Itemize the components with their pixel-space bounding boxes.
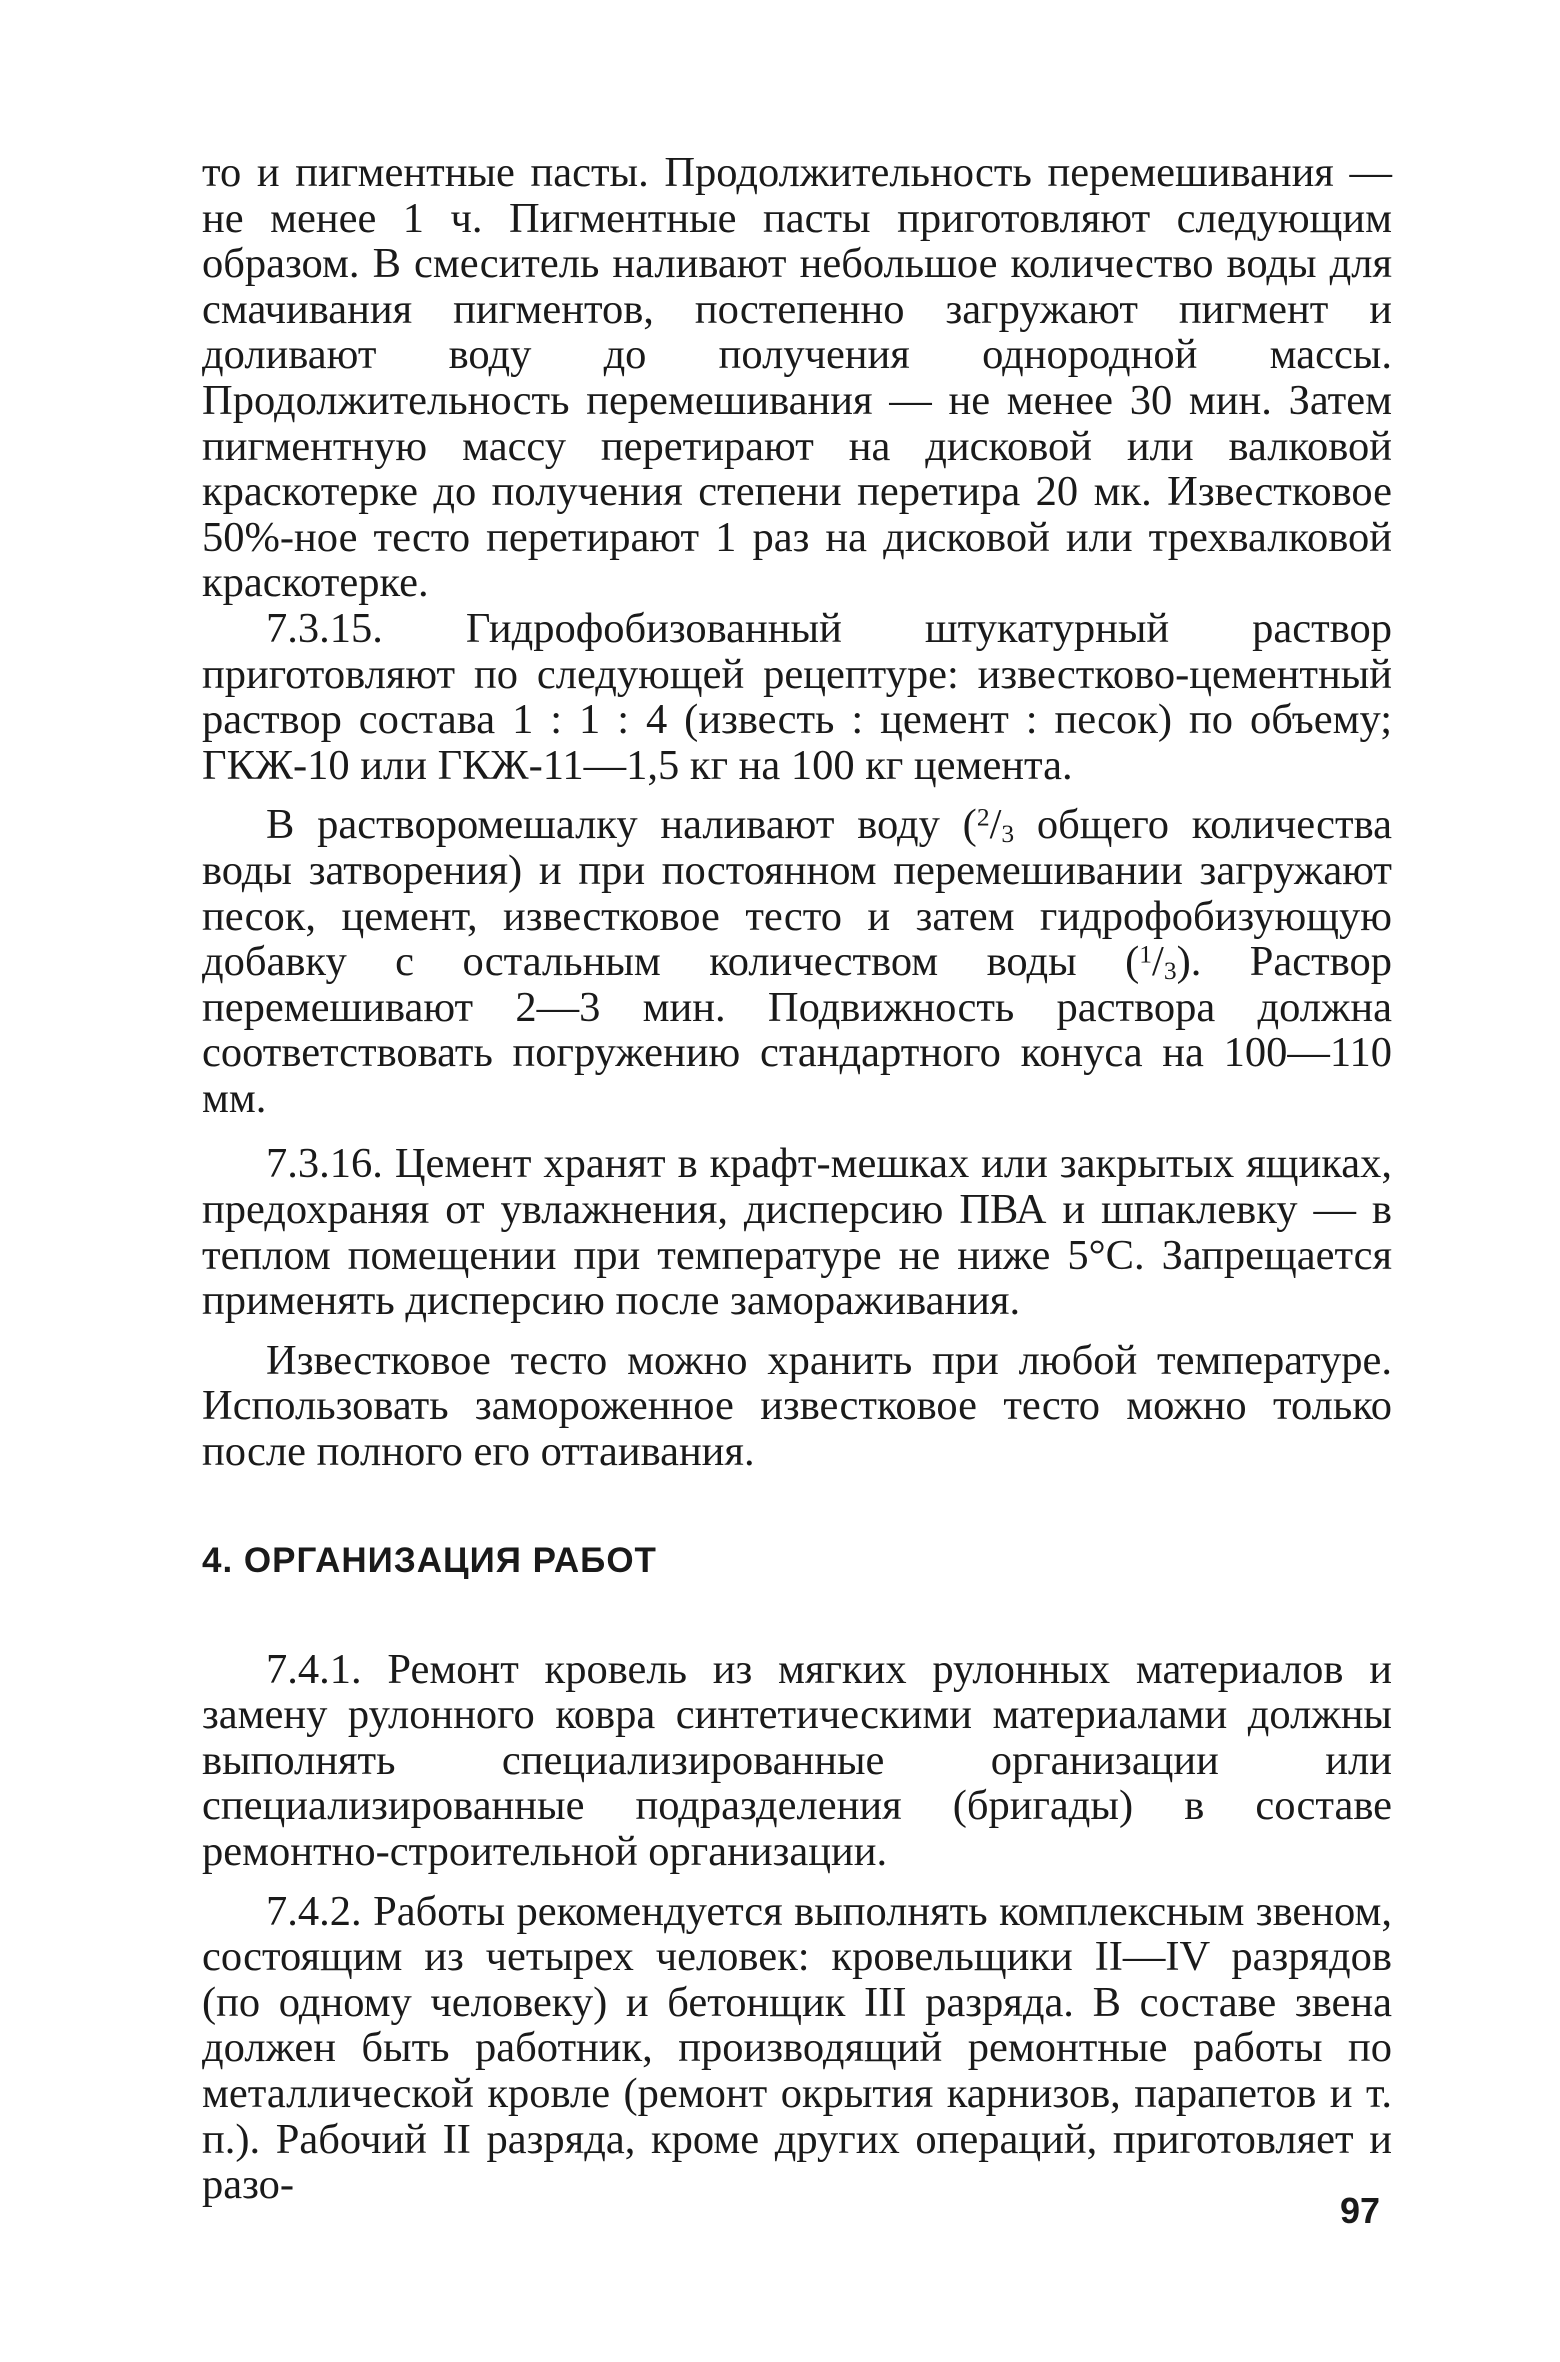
paragraph-mixer-procedure: В растворомешалку наливают воду ($^2/_3$ общего количества воды затворения) и при постоянном перемешивании загружают песок, цемент, известковое тесто и затем гидрофобизующую добавку с остальным количеством воды $(^1/_3)$. Раствор перемешивают 2—3 мин. Подвижность раствора должна соответствовать погружению стандартного конуса на 100—110 мм. <box>202 801 1393 1122</box>
section-heading: 4. ОРГАНИЗАЦИЯ РАБОТ <box>202 1540 657 1580</box>
fraction-numerator: 2 <box>976 802 990 832</box>
fraction-numerator: 1 <box>1139 939 1152 969</box>
fraction-denominator: 3 <box>1163 955 1177 985</box>
paragraph-lime-storage: Известковое тесто можно хранить при любой температуре. Использовать замороженное известковое тесто можно только после полного его оттаивания. <box>202 1336 1392 1476</box>
paragraph-7-4-2: 7.4.2. Работы рекомендуется выполнять комплексным звеном, состоящим из четырех человек: кровельщики II—IV разрядов (по одному человеку) и бетонщик III разряда. В составе звена должен быть работник, производящий ремонтные работы по металлической кровле (ремонт окрытия карнизов, парапетов и т. п.). Рабочий II разряда, кроме других операций, приготовляет и разо- <box>202 1887 1392 2209</box>
document-page <box>202 150 1392 2208</box>
paragraph-text-part: общего количества воды затворения) и при постоянном перемешивании загружают песок, цемент, известковое тесто и затем гидрофобизующую добавку с остальным количеством воды ( <box>202 801 1392 986</box>
paragraph-text-part: В растворомешалку наливают воду ( <box>266 801 977 849</box>
paragraph-text-part: ). Раствор перемешивают 2—3 мин. Подвижность раствора должна соответствовать погружению стандартного конуса на 100—110 мм. <box>202 938 1393 1122</box>
paragraph-pigment-pastes: то и пигментные пасты. Продолжительность перемешивания — не менее 1 ч. Пигментные пасты приготовляют следующим образом. В смеситель наливают небольшое количество воды для смачивания пигментов, постепенно загружают пигмент и доливают воду до получения однородной массы. Продолжительность перемешивания — не менее 30 мин. Затем пигментную массу перетирают на дисковой или валковой краскотерке до получения степени перетира 20 мк. Известковое 50%-ное тесто перетирают 1 раз на дисковой или трехвалковой краскотерке. <box>202 149 1392 607</box>
page-number: 97 <box>1339 2190 1380 2231</box>
paragraph-7-3-15: 7.3.15. Гидрофобизованный штукатурный раствор приготовляют по следующей рецептуре: известково-цементный раствор состава 1 : 1 : 4 (известь : цемент : песок) по объему; ГКЖ-10 или ГКЖ-11—1,5 кг на 100 кг цемента. <box>202 604 1392 789</box>
paragraph-7-3-16: 7.3.16. Цемент хранят в крафт-мешках или закрытых ящиках, предохраняя от увлажнения, дисперсию ПВА и шпаклевку — в теплом помещении при температуре не ниже 5°С. Запрещается применять дисперсию после замораживания. <box>202 1140 1392 1325</box>
fraction-denominator: 3 <box>1001 819 1015 849</box>
paragraph-7-4-1: 7.4.1. Ремонт кровель из мягких рулонных материалов и замену рулонного ковра синтетическими материалами должны выполнять специализированные организации или специализированные подразделения (бригады) в составе ремонтно-строительной организации. <box>202 1645 1392 1875</box>
